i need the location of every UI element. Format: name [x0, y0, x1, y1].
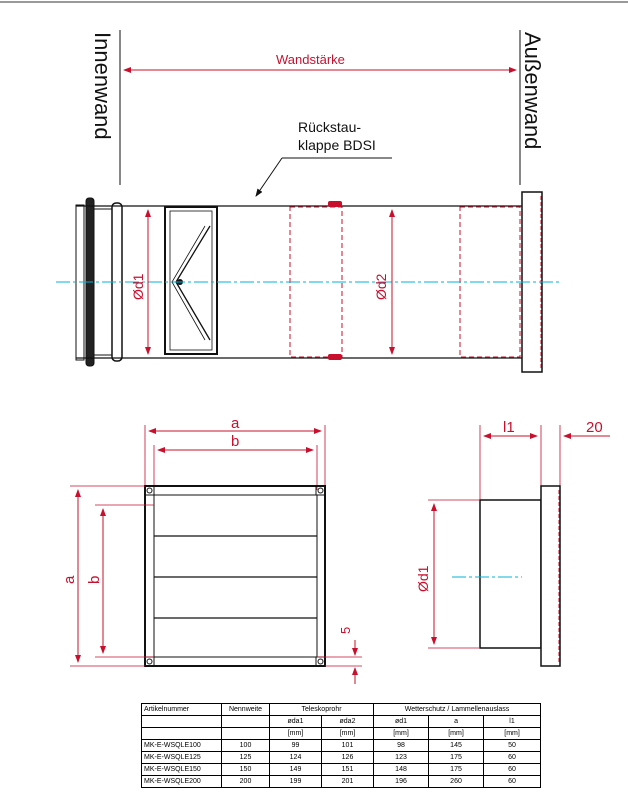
table-cell: 145 — [429, 740, 484, 752]
table-cell: 123 — [374, 752, 429, 764]
table-cell: 149 — [270, 764, 322, 776]
table-cell — [222, 728, 270, 740]
table-row — [142, 776, 541, 788]
table-cell: 175 — [429, 764, 484, 776]
wandstaerke-label: Wandstärke — [276, 52, 345, 67]
table-row — [142, 740, 541, 752]
table-cell: MK-E-WSQLE100 — [142, 740, 222, 752]
table-cell: l1 — [484, 716, 541, 728]
od1-side-label: Ød1 — [415, 565, 431, 592]
table-header-row-3 — [142, 728, 541, 740]
table-cell: ød1 — [374, 716, 429, 728]
table-cell: [mm] — [270, 728, 322, 740]
table-cell: 60 — [484, 764, 541, 776]
table-cell: [mm] — [374, 728, 429, 740]
table-cell: 175 — [429, 752, 484, 764]
a-width-label: a — [231, 415, 240, 432]
spec-table — [141, 703, 541, 788]
aussenwand-label: Außenwand — [520, 32, 545, 150]
table-cell — [142, 728, 222, 740]
table-cell: 148 — [374, 764, 429, 776]
header-wetterschutz: Wetterschutz / Lammellenauslass — [374, 704, 541, 716]
table-cell: MK-E-WSQLE150 — [142, 764, 222, 776]
side-grille-plate — [541, 486, 560, 666]
rueckstau-leader-arrow — [256, 158, 282, 196]
table-cell: 126 — [322, 752, 374, 764]
section-view — [56, 30, 560, 372]
table-cell: øda2 — [322, 716, 374, 728]
table-cell: 201 — [322, 776, 374, 788]
table-cell: 199 — [270, 776, 322, 788]
side-spigot — [480, 500, 541, 648]
header-nennweite: Nennweite — [222, 704, 270, 716]
seal-mark-bottom — [328, 354, 342, 360]
b-width-label: b — [231, 433, 240, 450]
table-cell: 60 — [484, 776, 541, 788]
twenty-label: 20 — [586, 419, 603, 436]
grille-inner-frame — [154, 495, 317, 657]
l1-label: l1 — [503, 419, 515, 436]
table-cell: 200 — [222, 776, 270, 788]
table-cell: MK-E-WSQLE125 — [142, 752, 222, 764]
table-row — [142, 752, 541, 764]
od1-label: Ød1 — [130, 273, 146, 300]
table-cell: 151 — [322, 764, 374, 776]
rueckstau-label-line2: klappe BDSI — [298, 137, 376, 153]
rueckstau-label-line1: Rückstau- — [298, 119, 362, 135]
table-row — [142, 764, 541, 776]
table-cell — [142, 716, 222, 728]
table-cell: 196 — [374, 776, 429, 788]
table-cell: 60 — [484, 752, 541, 764]
a-height-label: a — [61, 575, 78, 584]
front-view — [61, 415, 362, 684]
b-height-label: b — [86, 575, 103, 584]
table-cell: 99 — [270, 740, 322, 752]
table-cell: a — [429, 716, 484, 728]
table-cell: 101 — [322, 740, 374, 752]
table-cell: 124 — [270, 752, 322, 764]
grille-outer-frame — [145, 486, 325, 666]
table-cell: MK-E-WSQLE200 — [142, 776, 222, 788]
table-cell: øda1 — [270, 716, 322, 728]
seal-mark-top — [328, 201, 342, 207]
table-cell: [mm] — [429, 728, 484, 740]
table-cell: 100 — [222, 740, 270, 752]
table-cell — [222, 716, 270, 728]
five-label: 5 — [338, 626, 353, 634]
table-header-row-2 — [142, 716, 541, 728]
innenwand-label: Innenwand — [90, 32, 115, 140]
header-teleskoprohr: Teleskoprohr — [270, 704, 374, 716]
corner-screws — [145, 486, 325, 666]
table-cell: 50 — [484, 740, 541, 752]
louvres — [154, 536, 317, 618]
table-cell: [mm] — [322, 728, 374, 740]
table-cell: 98 — [374, 740, 429, 752]
side-view — [415, 419, 610, 666]
table-cell: 260 — [429, 776, 484, 788]
table-cell: [mm] — [484, 728, 541, 740]
header-artikelnummer: Artikelnummer — [142, 704, 222, 716]
od2-label: Ød2 — [373, 273, 389, 300]
table-cell: 150 — [222, 764, 270, 776]
table-cell: 125 — [222, 752, 270, 764]
table-header-row-1 — [142, 704, 541, 716]
